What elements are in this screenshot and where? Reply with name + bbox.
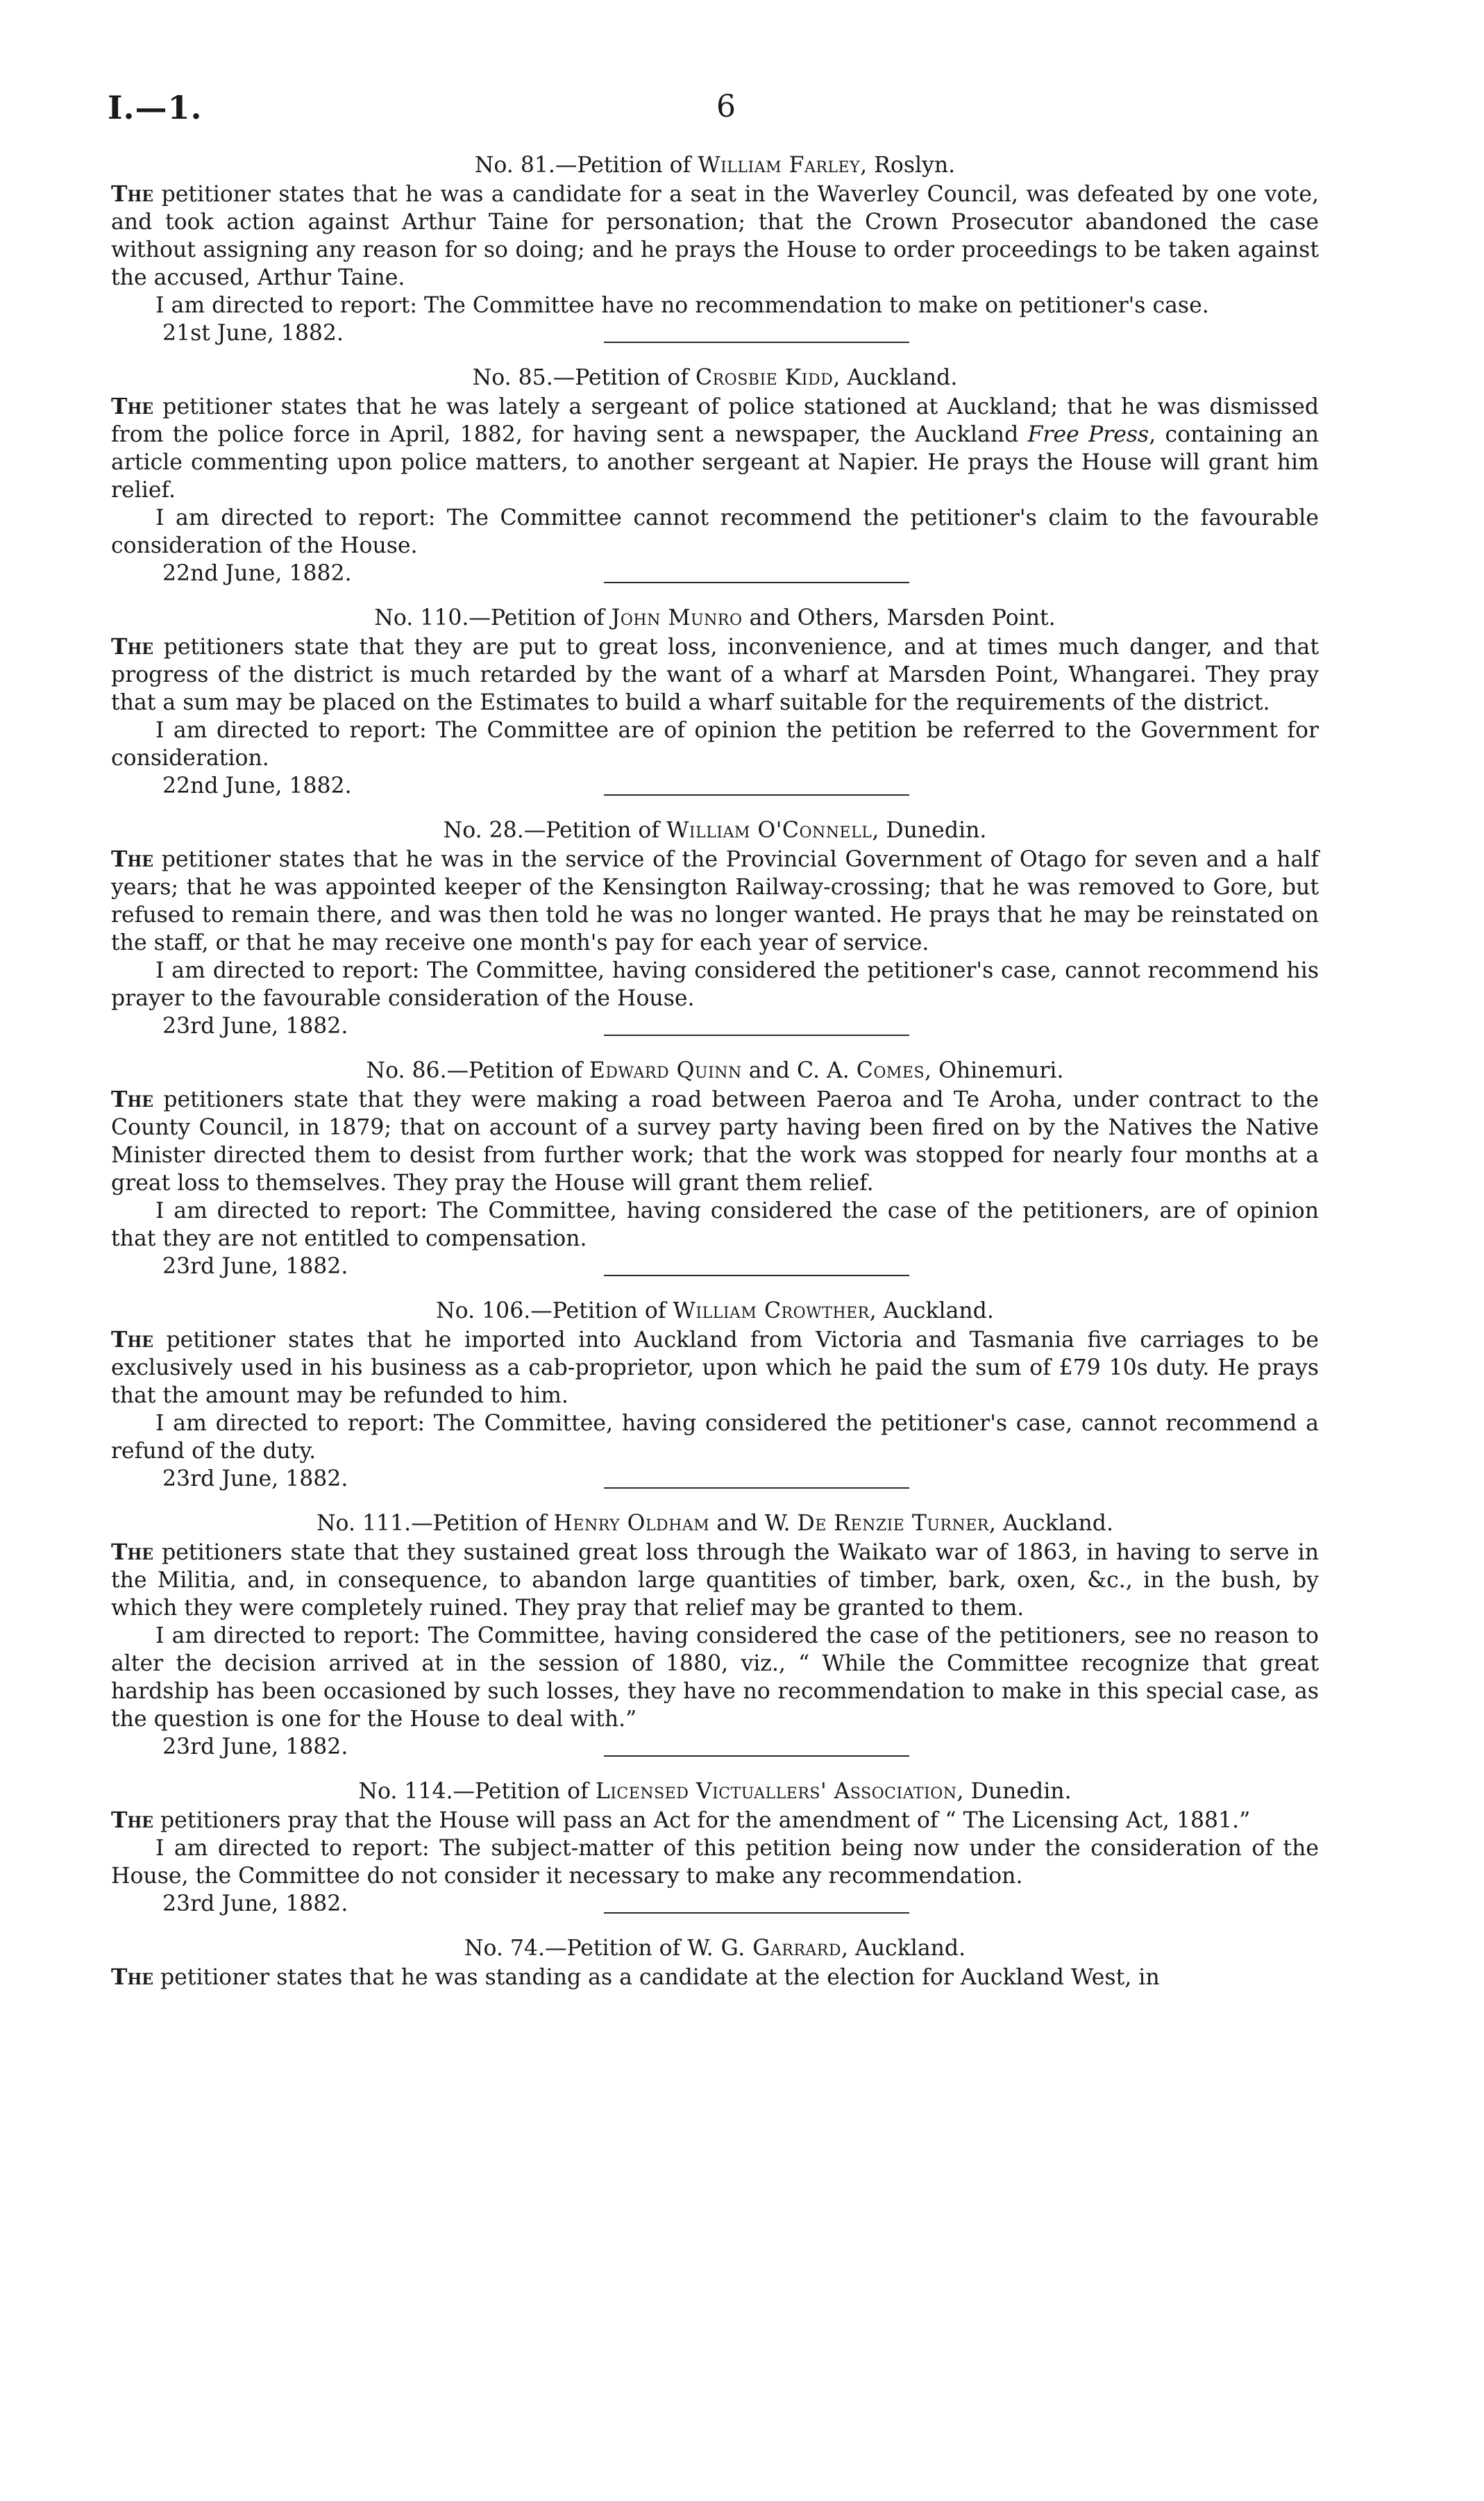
document-code: I.—1. [108,89,203,126]
petition-entry [111,604,1319,796]
petitioner-name-2: Comes [856,1058,925,1083]
petition-body: The petitioners pray that the House will pass an Act for the amendment of “ The Licensing Act, 1881.” [111,1807,1251,1833]
petitioner-name: Edward Quinn [589,1058,742,1083]
report-date: 23rd June, 1882. [162,1254,348,1279]
petition-body: The petitioners state that they were making a road between Paeroa and Te Aroha, under contract to the County Council, in 1879; that on account of a survey party having been fired on by the Natives the Native Minister directed them to desist from further work; that the work was stopped for nearly four months at a great loss to themselves. They pray the House will grant them relief. [111,1087,1319,1196]
report-date: 21st June, 1882. [162,321,344,346]
petitioner-name: Henry Oldham [553,1511,710,1536]
committee-report: I am directed to report: The subject-matter of this petition being now under the consideration of the House, the Committee do not consider it necessary to make any recommendation. [111,1836,1319,1889]
petitioner-name: William Farley [698,153,861,178]
petition-title: No. 86.—Petition of Edward Quinn and C. A. Comes, Ohinemuri. [366,1058,1064,1083]
petition-title: No. 85.—Petition of Crosbie Kidd, Auckland. [472,365,958,390]
petition-title: No. 111.—Petition of Henry Oldham and W. De Renzie Turner, Auckland. [316,1511,1113,1536]
committee-report: I am directed to report: The Committee, having considered the petitioner's case, cannot recommend a refund of the duty. [111,1411,1319,1464]
petition-body: The petitioner states that he was lately a sergeant of police stationed at Auckland; that he was dismissed from the police force in April, 1882, for having sent a newspaper, the Auckland Free Press, containing an article commenting upon police matters, to another sergeant at Napier. He prays the House will grant him relief. [111,394,1319,503]
section-divider [604,1275,909,1276]
section-divider [604,794,909,796]
petition-body: The petitioner states that he was in the service of the Provincial Government of Otago for seven and a half years; that he was appointed keeper of the Kensington Railway-crossing; that he was removed to Gore, but refused to remain there, and was then told he was no longer wanted. He prays that he may be reinstated on the staff, or that he may receive one month's pay for each year of service. [111,846,1319,955]
petitioner-name: W. G. Garrard [687,1936,841,1961]
page-header [0,0,1484,174]
petition-entry [111,151,1319,346]
petition-entry [111,1778,1319,1914]
section-divider [604,582,909,583]
committee-report: I am directed to report: The Committee, having considered the case of the petitioners, see no reason to alter the decision arrived at in the session of 1880, viz., “ While the Committee recognize that great hardship has been occasioned by such losses, they have no recommendation to make in this special case, as the question is one for the House to deal with.” [111,1623,1319,1732]
petition-body: The petitioners state that they sustained great loss through the Waikato war of 1863, in having to serve in the Militia, and, in consequence, to abandon large quantities of timber, bark, oxen, &c., in the bush, by which they were completely ruined. They pray that relief may be granted to them. [111,1539,1319,1621]
petitioner-name: Crosbie Kidd [695,365,834,390]
petition-entry [111,1509,1319,1757]
report-date: 22nd June, 1882. [162,773,352,798]
petitioner-name: Licensed Victuallers' Association [595,1779,957,1804]
page-number: 6 [716,89,736,124]
petition-title: No. 106.—Petition of William Crowther, Auckland. [436,1298,994,1323]
petition-title: No. 110.—Petition of John Munro and Others, Marsden Point. [374,605,1056,630]
petition-title: No. 74.—Petition of W. G. Garrard, Auckland. [464,1936,966,1961]
petition-entry [111,1297,1319,1489]
petitioner-name: William Crowther [673,1298,870,1323]
committee-report: I am directed to report: The Committee have no recommendation to make on petitioner's case. [155,293,1209,318]
newspaper-title: Free Press [1027,422,1149,447]
report-date: 23rd June, 1882. [162,1466,348,1491]
petition-body: The petitioner states that he imported into Auckland from Victoria and Tasmania five carriages to be exclusively used in his business as a cab-proprietor, upon which he paid the sum of £79 10s duty. He prays that the amount may be refunded to him. [111,1327,1319,1408]
petition-entry [111,1934,1319,1991]
petition-entry [111,364,1319,586]
committee-report: I am directed to report: The Committee cannot recommend the petitioner's claim to the favourable consideration of the House. [111,505,1319,558]
section-divider [604,1912,909,1914]
report-date: 22nd June, 1882. [162,561,352,586]
petition-body: The petitioner states that he was a candidate for a seat in the Waverley Council, was defeated by one vote, and took action against Arthur Taine for personation; that the Crown Prosecutor abandoned the case without assigning any reason for so doing; and he prays the House to order proceedings to be taken against the accused, Arthur Taine. [111,181,1319,290]
section-divider [604,1487,909,1489]
report-date: 23rd June, 1882. [162,1014,348,1039]
section-divider [604,1035,909,1036]
petition-entry [111,1057,1319,1279]
committee-report: I am directed to report: The Committee are of opinion the petition be referred to the Government for consideration. [111,718,1319,771]
report-date: 23rd June, 1882. [162,1891,348,1916]
report-date: 23rd June, 1882. [162,1734,348,1759]
committee-report: I am directed to report: The Committee, having considered the petitioner's case, cannot recommend his prayer to the favourable consideration of the House. [111,958,1319,1011]
petition-body: The petitioner states that he was standing as a candidate at the election for Auckland West, in [111,1964,1160,1990]
petition-body: The petitioners state that they are put to great loss, inconvenience, and at times much danger, and that progress of the district is much retarded by the want of a wharf at Marsden Point, Whangarei. They pray that a sum may be placed on the Estimates to build a wharf suitable for the requirements of the district. [111,634,1319,715]
petition-title: No. 28.—Petition of William O'Connell, Dunedin. [443,818,987,843]
section-divider [604,1755,909,1757]
petitioner-name: John Munro [611,605,743,630]
committee-report: I am directed to report: The Committee, having considered the case of the petitioners, are of opinion that they are not entitled to compensation. [111,1198,1319,1251]
section-divider [604,342,909,343]
petition-title: No. 81.—Petition of William Farley, Roslyn. [474,153,956,178]
page-body [111,151,1319,1991]
petition-title: No. 114.—Petition of Licensed Victuallers' Association, Dunedin. [358,1779,1072,1804]
petition-entry [111,817,1319,1039]
petitioner-name-2: De Renzie Turner [797,1511,989,1536]
petitioner-name: William O'Connell [666,818,872,843]
